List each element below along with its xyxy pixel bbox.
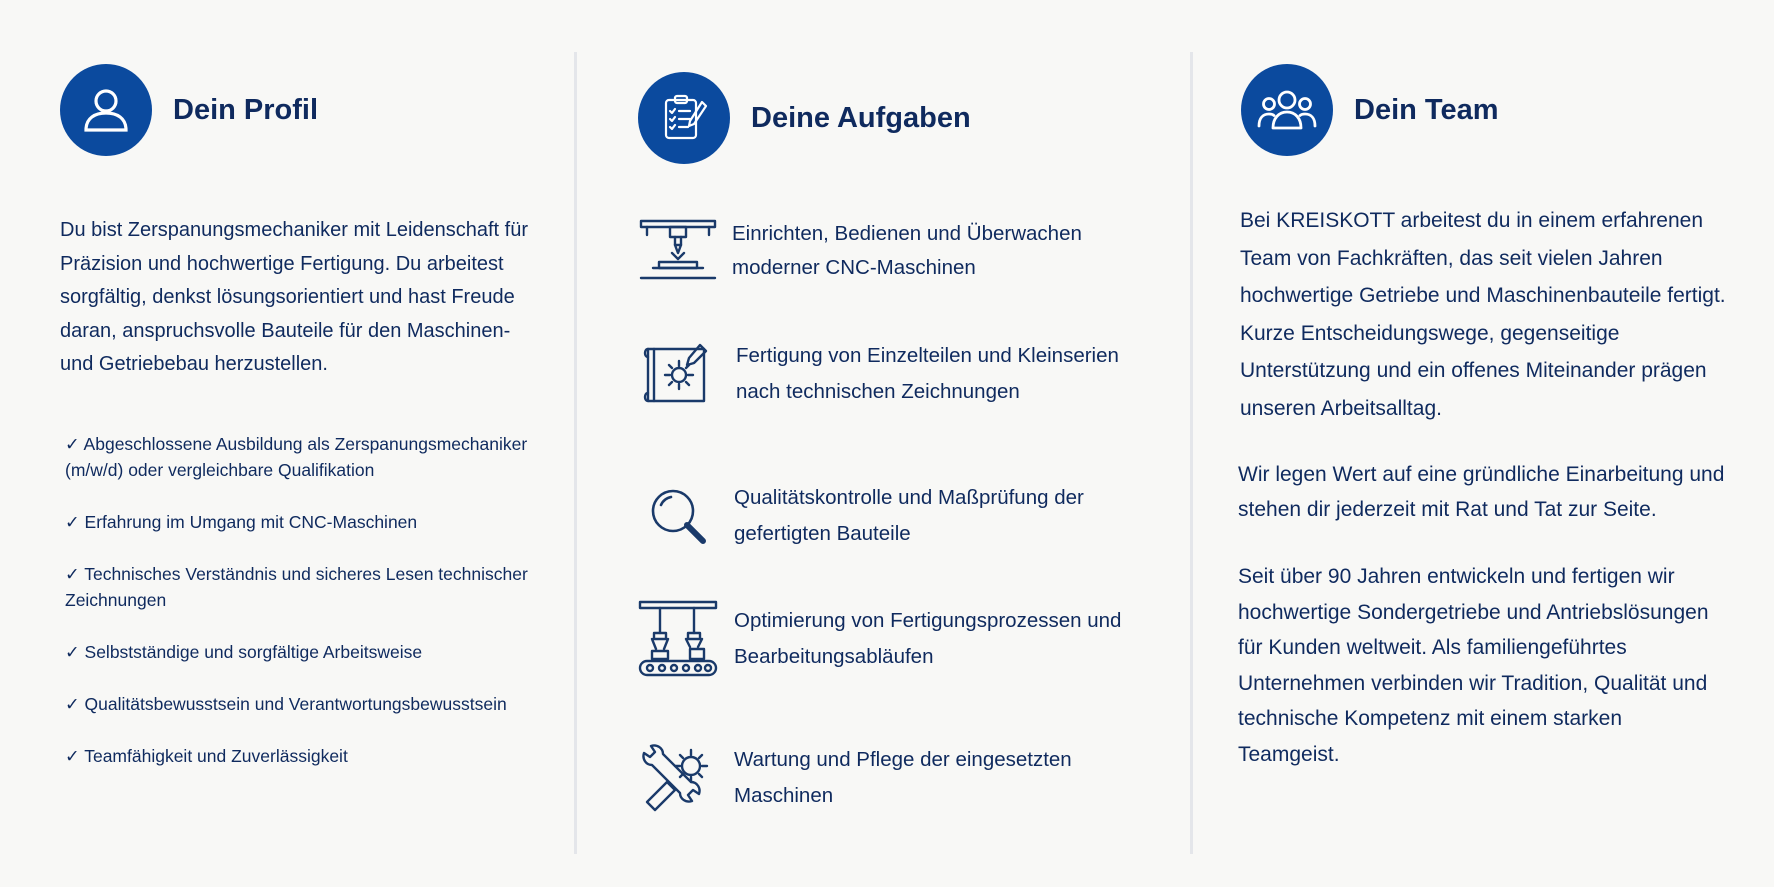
aufgaben-header (638, 72, 971, 164)
task-text: Wartung und Pflege der eingesetzten Maschinen (734, 748, 1072, 807)
maintenance-tools-icon (638, 742, 718, 814)
profil-header (60, 64, 318, 156)
team-paragraph: Wir legen Wert auf eine gründliche Einarbeitung und stehen dir jederzeit mit Rat und Tat zur Seite. (1238, 463, 1725, 521)
requirements-list (65, 431, 545, 769)
profil-intro: Du bist Zerspanungsmechaniker mit Leidenschaft für Präzision und hochwertige Fertigung. Du arbeitest sorgfältig, denkst lösungsorientiert und hast Freude daran, anspruchsvolle Bauteile für den Maschinen- und Getriebebau herzustellen. (60, 219, 529, 375)
task-text: Fertigung von Einzelteilen und Kleinserien nach technischen Zeichnungen (736, 344, 1119, 403)
task-text: Optimierung von Fertigungsprozessen und Bearbeitungsabläufen (734, 609, 1122, 668)
requirement-item: ✓ Erfahrung im Umgang mit CNC-Maschinen (65, 512, 418, 532)
requirement-item: ✓ Abgeschlossene Ausbildung als Zerspanungsmechaniker (m/w/d) oder vergleichbare Qualifikation (65, 434, 528, 480)
clipboard-checklist-icon (638, 72, 730, 164)
requirement-item: ✓ Teamfähigkeit und Zuverlässigkeit (65, 746, 348, 766)
team-column (1193, 0, 1774, 887)
team-group-icon (1241, 64, 1333, 156)
requirement-item: ✓ Technisches Verständnis und sicheres Lesen technischer Zeichnungen (65, 564, 528, 610)
blueprint-gear-icon (638, 338, 718, 410)
requirement-item: ✓ Selbstständige und sorgfältige Arbeitsweise (65, 642, 423, 662)
task-item (638, 742, 1134, 814)
task-text: Qualitätskontrolle und Maßprüfung der gefertigten Bauteile (734, 486, 1084, 545)
task-item (638, 480, 1134, 552)
assembly-line-icon (638, 603, 718, 675)
task-item (638, 215, 1132, 287)
team-paragraph: Bei KREISKOTT arbeitest du in einem erfahrenen Team von Fachkräften, das seit vielen Jahren hochwertige Getriebe und Maschinenbauteile fertigt. Kurze Entscheidungswege, gegenseitige Unterstützung und ein offenes Miteinander prägen unseren Arbeitsalltag. (1240, 209, 1726, 420)
task-text: Einrichten, Bedienen und Überwachen moderner CNC-Maschinen (732, 222, 1082, 279)
profil-title: Dein Profil (173, 93, 319, 126)
team-paragraph: Seit über 90 Jahren entwickeln und fertigen wir hochwertige Sondergetriebe und Antriebslösungen für Kunden weltweit. Als familiengeführtes Unternehmen verbinden wir Tradition, Qualität und technische Kompetenz mit einem starken Teamgeist. (1238, 565, 1709, 766)
aufgaben-title: Deine Aufgaben (751, 101, 971, 134)
task-item (638, 603, 1134, 675)
user-icon (60, 64, 152, 156)
requirement-item: ✓ Qualitätsbewusstsein und Verantwortungsbewusstsein (65, 694, 507, 714)
team-header (1241, 64, 1499, 156)
cnc-machine-icon (638, 215, 718, 287)
profil-column (0, 0, 575, 887)
task-item (638, 338, 1136, 410)
magnifier-icon (638, 480, 718, 552)
team-title: Dein Team (1354, 93, 1499, 126)
